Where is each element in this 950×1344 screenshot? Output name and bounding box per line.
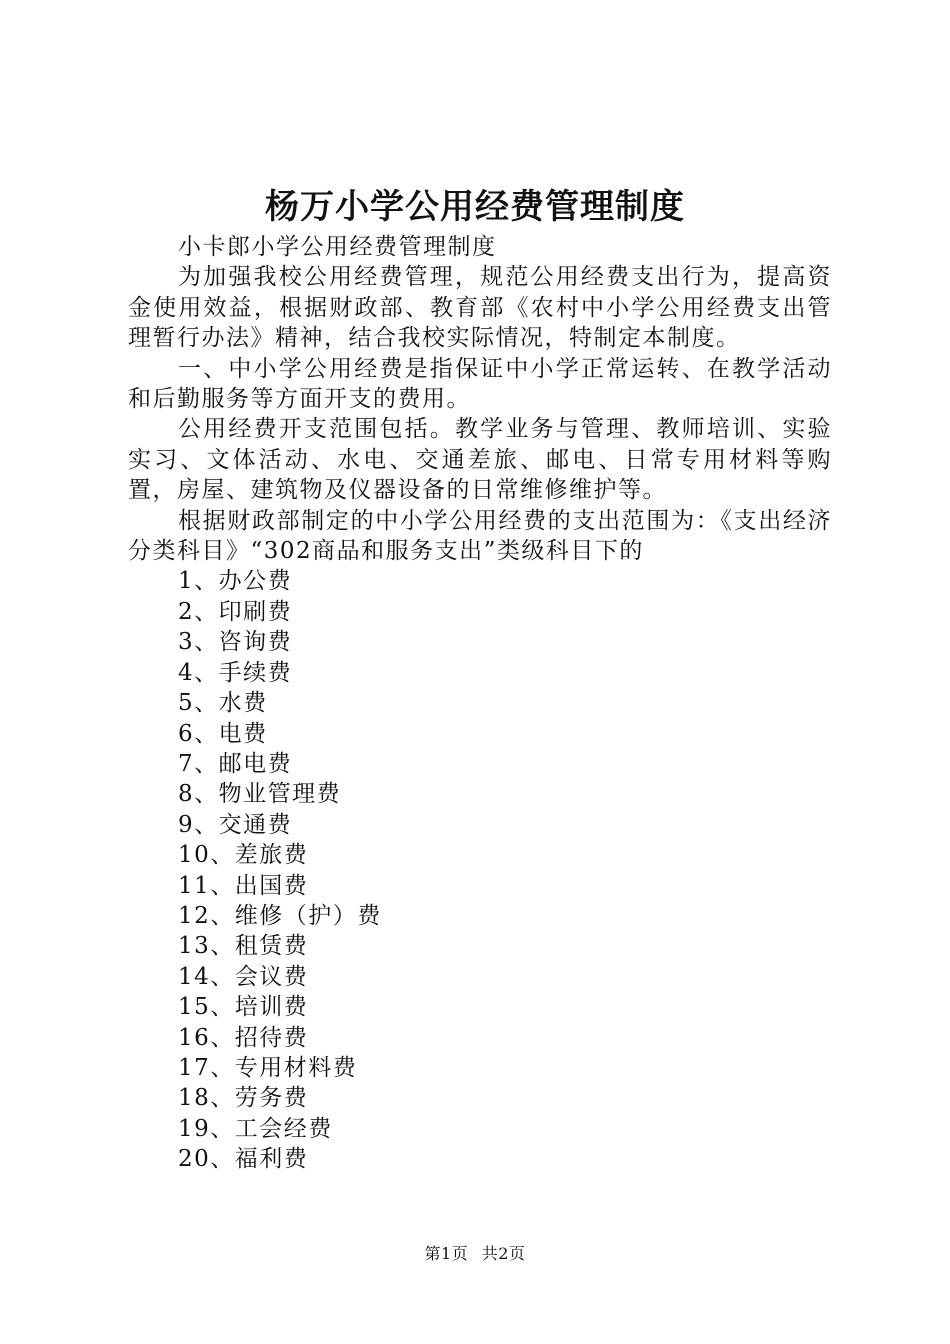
definition-paragraph: 一、中小学公用经费是指保证中小学正常运转、在教学活动和后勤服务等方面开支的费用。 [128,355,832,413]
list-item: 10、差旅费 [178,842,309,869]
list-item: 1、办公费 [178,568,293,595]
list-item: 4、手续费 [178,659,293,686]
scope-paragraph: 公用经费开支范围包括。教学业务与管理、教师培训、实验实习、文体活动、水电、交通差旅、邮电、日常专用材料等购置，房屋、建筑物及仪器设备的日常维修维护等。 [128,416,832,504]
list-item: 7、邮电费 [178,750,293,777]
list-item: 14、会议费 [178,963,309,990]
page-number: 第1页 [424,1244,469,1263]
list-item: 12、维修（护）费 [178,902,382,929]
list-item: 2、印刷费 [178,598,293,625]
category-paragraph: 根据财政部制定的中小学公用经费的支出范围为：《支出经济分类科目》“302商品和服务支出”类级科目下的 [128,507,832,565]
page-total: 共2页 [481,1244,526,1263]
page-footer [0,1243,950,1265]
intro-paragraph: 为加强我校公用经费管理，规范公用经费支出行为，提高资金使用效益，根据财政部、教育部《农村中小学公用经费支出管理暂行办法》精神，结合我校实际情况，特制定本制度。 [128,264,832,352]
list-item: 17、专用材料费 [178,1054,358,1081]
list-item: 5、水费 [178,690,268,717]
list-item: 6、电费 [178,720,268,747]
list-item: 9、交通费 [178,811,293,838]
list-item: 15、培训费 [178,994,309,1021]
list-item: 13、租赁费 [178,933,309,960]
document-body [128,232,832,1175]
list-item: 18、劳务费 [178,1085,309,1112]
list-item: 8、物业管理费 [178,781,342,808]
list-item: 20、福利费 [178,1146,309,1173]
list-item: 3、咨询费 [178,629,293,656]
expense-list [128,566,832,1174]
list-item: 19、工会经费 [178,1115,333,1142]
document-title: 杨万小学公用经费管理制度 [265,187,685,227]
list-item: 16、招待费 [178,1024,309,1051]
subtitle-paragraph: 小卡郎小学公用经费管理制度 [178,234,497,260]
list-item: 11、出国费 [178,872,309,899]
